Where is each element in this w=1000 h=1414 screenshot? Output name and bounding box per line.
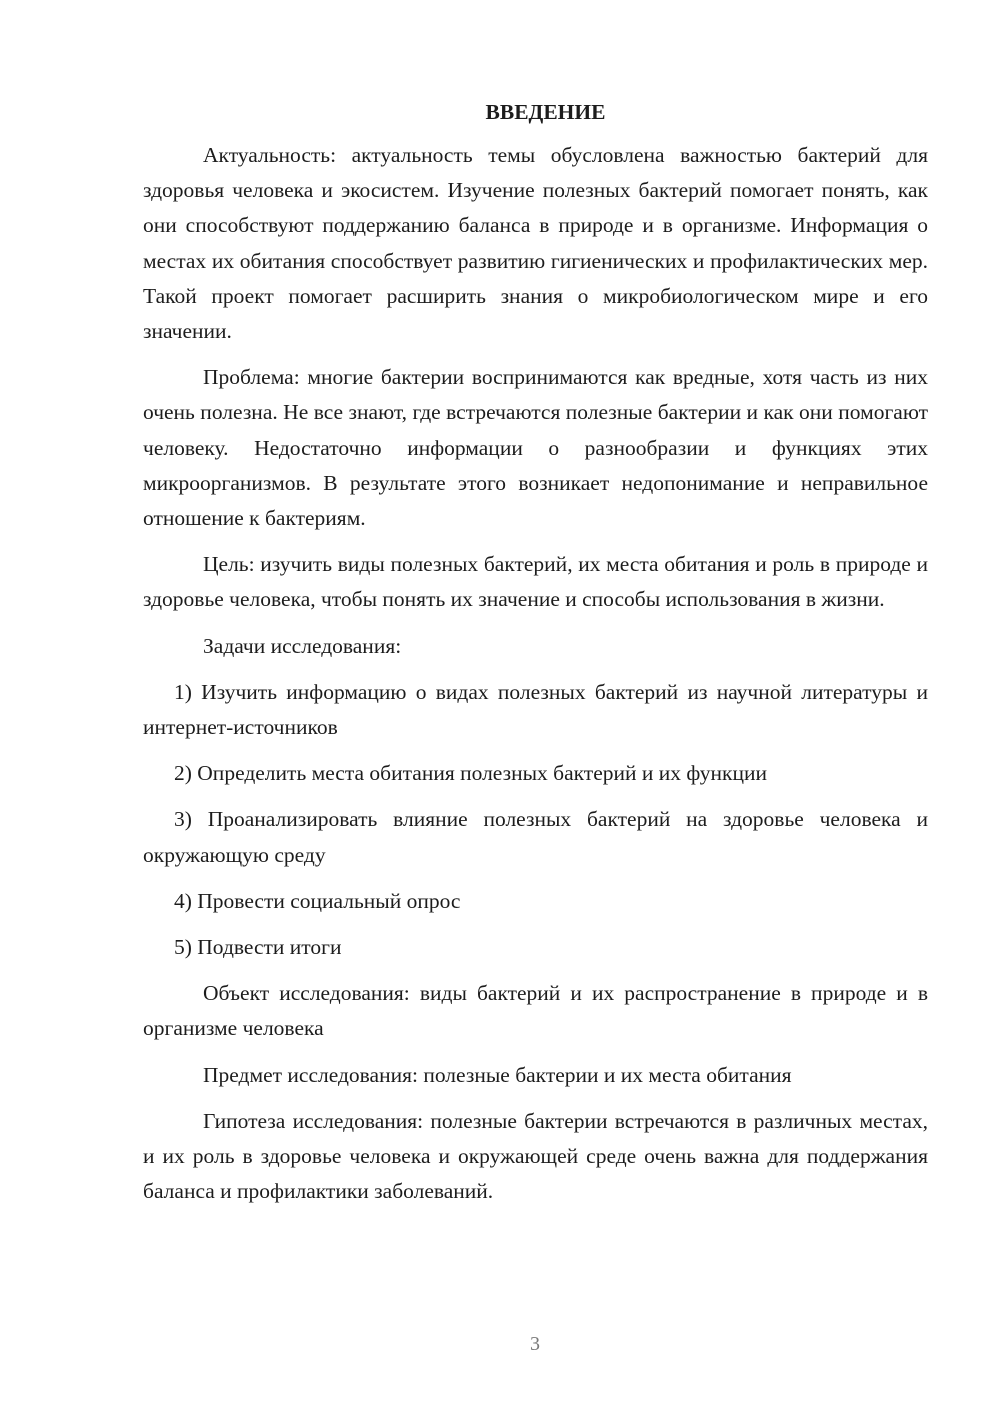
- object-paragraph: Объект исследования: виды бактерий и их распространение в природе и в организме человека: [143, 981, 928, 1041]
- subject-paragraph: Предмет исследования: полезные бактерии и их места обитания: [203, 1062, 792, 1087]
- document-page: [143, 95, 928, 1220]
- task-item-5: 5) Подвести итоги: [174, 935, 342, 960]
- problem-paragraph: Проблема: многие бактерии воспринимаются как вредные, хотя часть из них очень полезна. Не все знают, где встречаются полезные бактерии и как они помогают человеку. Недостаточно информации о разнообразии и функциях этих микроорганизмов. В результате этого возникает недопонимание и неправильное отношение к бактериям.: [143, 365, 928, 531]
- section-heading: ВВЕДЕНИЕ: [485, 100, 606, 124]
- goal-paragraph: Цель: изучить виды полезных бактерий, их места обитания и роль в природе и здоровье человека, чтобы понять их значение и способы использования в жизни.: [143, 552, 928, 612]
- task-item-3: 3) Проанализировать влияние полезных бактерий на здоровье человека и окружающую среду: [143, 807, 928, 867]
- tasks-heading: Задачи исследования:: [203, 633, 402, 658]
- relevance-paragraph: Актуальность: актуальность темы обусловлена важностью бактерий для здоровья человека и экосистем. Изучение полезных бактерий помогает понять, как они способствуют поддержанию баланса в природе и в организме. Информация о местах их обитания способствует развитию гигиенических и профилактических мер. Такой проект помогает расширить знания о микробиологическом мире и его значении.: [143, 143, 928, 344]
- task-item-4: 4) Провести социальный опрос: [174, 888, 461, 913]
- task-item-1: 1) Изучить информацию о видах полезных бактерий из научной литературы и интернет-источников: [143, 679, 928, 740]
- task-item-2: 2) Определить места обитания полезных бактерий и их функции: [174, 761, 768, 786]
- page-number: 3: [530, 1333, 540, 1355]
- hypothesis-paragraph: Гипотеза исследования: полезные бактерии встречаются в различных местах, и их роль в здоровье человека и окружающей среде очень важна для поддержания баланса и профилактики заболеваний.: [143, 1108, 928, 1204]
